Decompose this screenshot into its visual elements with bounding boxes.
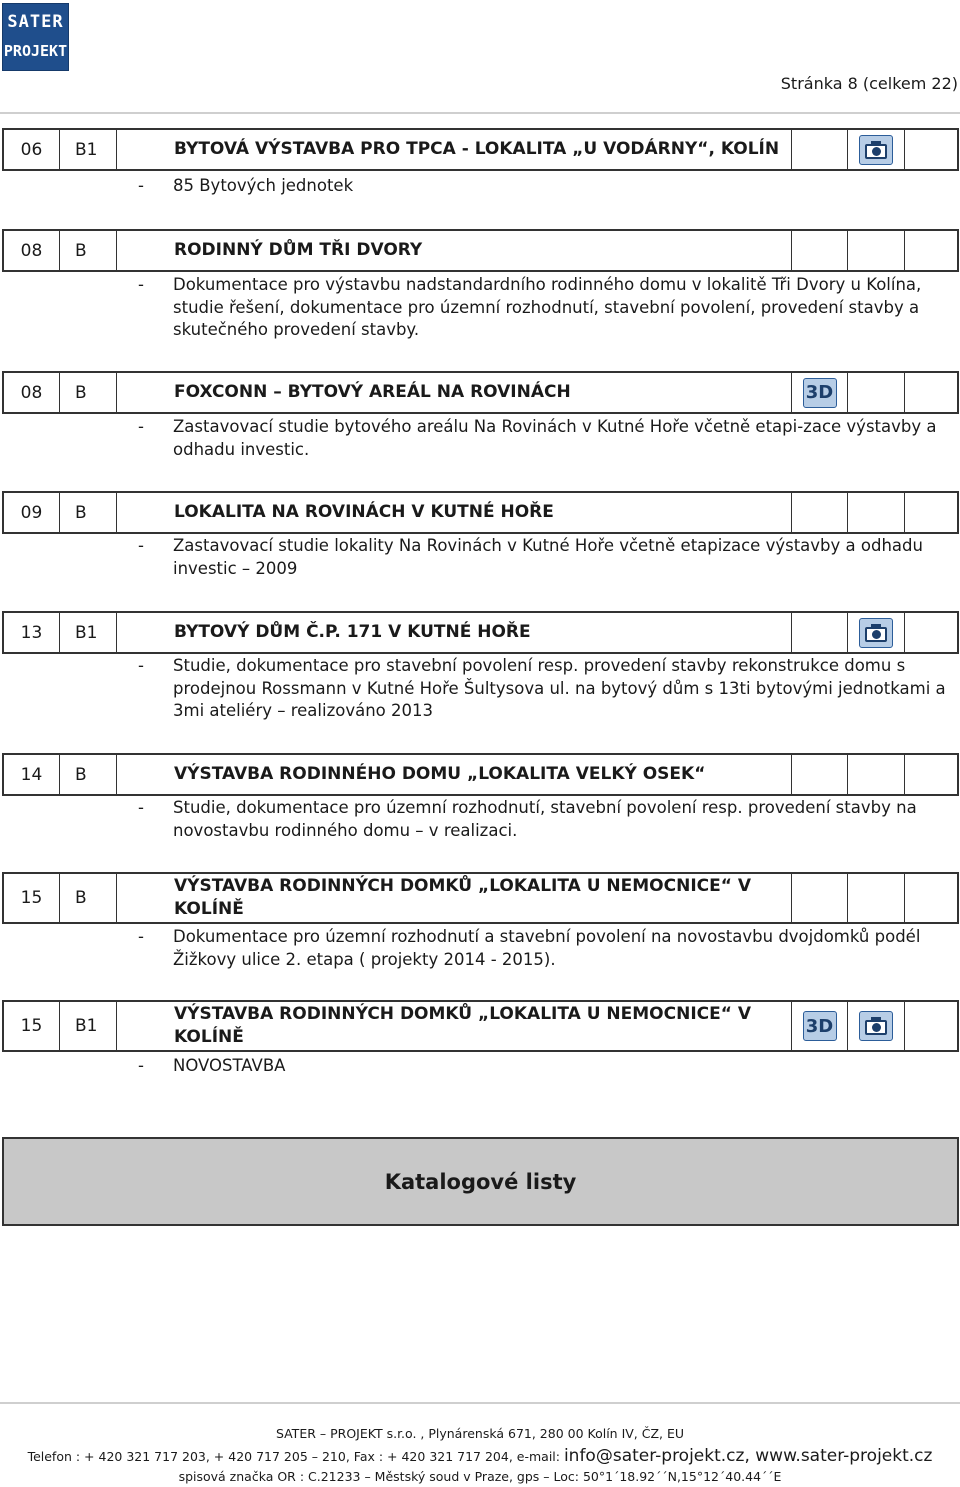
project-number: 08 xyxy=(4,231,60,270)
project-header-row xyxy=(2,491,959,534)
project-title: BYTOVÝ DŮM Č.P. 171 V KUTNÉ HOŘE xyxy=(117,613,792,652)
project-header-row xyxy=(2,1000,959,1052)
project-category: B xyxy=(60,874,117,922)
project-icon-cell xyxy=(792,231,848,270)
project-icon-cell xyxy=(792,373,848,412)
project-description-text: Studie, dokumentace pro územní rozhodnutí, stavební povolení resp. provedení stavby na novostavbu rodinného domu – v realizaci. xyxy=(173,798,917,840)
footer-web-link[interactable]: www.sater-projekt.cz xyxy=(755,1446,933,1466)
project-title: VÝSTAVBA RODINNÉHO DOMU „LOKALITA VELKÝ OSEK“ xyxy=(117,755,792,794)
project-icon-cell xyxy=(905,373,957,412)
sater-projekt-logo[interactable] xyxy=(2,3,69,71)
footer-company-address: SATER – PROJEKT s.r.o. , Plynárenská 671, 280 00 Kolín IV, ČZ, EU xyxy=(275,1426,685,1441)
page-number: Stránka 8 (celkem 22) xyxy=(780,74,958,93)
project-description-text: Dokumentace pro výstavbu nadstandardního rodinného domu v lokalitě Tři Dvory u Kolína, studie řešení, dokumentace pro územní rozhodnutí, stavební povolení, provedení stavby a skutečného provedení stavby. xyxy=(173,275,922,339)
footer-email-link[interactable]: info@sater-projekt.cz xyxy=(563,1446,745,1466)
project-number: 09 xyxy=(4,493,60,532)
project-number: 14 xyxy=(4,755,60,794)
project-header-row xyxy=(2,371,959,414)
bullet-dash: - xyxy=(138,536,144,555)
footer-registration-gps: spisová značka OR : C.21233 – Městský soud v Praze, gps – Loc: 50°1´18.92´´N,15°12´40.44´´E xyxy=(178,1469,782,1484)
project-description-text: 85 Bytových jednotek xyxy=(173,176,354,195)
project-icon-cell xyxy=(792,874,848,922)
project-description-text: NOVOSTAVBA xyxy=(173,1056,286,1075)
project-icon-cell xyxy=(848,613,905,652)
project-category: B xyxy=(60,373,117,412)
project-icon-cell xyxy=(792,613,848,652)
project-category: B xyxy=(60,755,117,794)
project-icon-cell xyxy=(905,1002,957,1050)
project-icon-cell xyxy=(905,231,957,270)
project-icon-cell xyxy=(848,130,905,169)
project-icon-cell xyxy=(905,130,957,169)
project-number: 13 xyxy=(4,613,60,652)
logo-line-2: PROJEKT xyxy=(3,42,68,60)
project-header-row xyxy=(2,128,959,171)
project-icon-cell xyxy=(905,613,957,652)
project-title: BYTOVÁ VÝSTAVBA PRO TPCA - LOKALITA „U VODÁRNY“, KOLÍN xyxy=(117,130,792,169)
project-icon-cell xyxy=(848,231,905,270)
project-icon-cell xyxy=(848,493,905,532)
project-category: B1 xyxy=(60,1002,117,1050)
project-category: B1 xyxy=(60,130,117,169)
project-header-row xyxy=(2,229,959,272)
catalog-sheets-button[interactable]: Katalogové listy xyxy=(2,1137,959,1226)
bullet-dash: - xyxy=(138,176,144,195)
project-icon-cell xyxy=(905,874,957,922)
logo-line-1: SATER xyxy=(7,12,64,32)
project-title: LOKALITA NA ROVINÁCH V KUTNÉ HOŘE xyxy=(117,493,792,532)
project-header-row xyxy=(2,753,959,796)
bullet-dash: - xyxy=(138,927,144,946)
project-description-text: Dokumentace pro územní rozhodnutí a stavební povolení na novostavbu dvojdomků podél Žižkovy ulice 2. etapa ( projekty 2014 - 2015). xyxy=(173,927,921,969)
bullet-dash: - xyxy=(138,656,144,675)
footer-phone-fax: Telefon : + 420 321 717 203, + 420 717 205 – 210, Fax : + 420 321 717 204, e-mail: xyxy=(27,1449,564,1464)
project-title: VÝSTAVBA RODINNÝCH DOMKŮ „LOKALITA U NEMOCNICE“ V KOLÍNĚ xyxy=(117,874,792,922)
3d-icon[interactable]: 3D xyxy=(803,378,837,408)
header-divider xyxy=(0,112,960,114)
project-number: 15 xyxy=(4,1002,60,1050)
project-title: RODINNÝ DŮM TŘI DVORY xyxy=(117,231,792,270)
photo-icon[interactable] xyxy=(859,1011,893,1041)
footer-contact xyxy=(0,1446,960,1466)
bullet-dash: - xyxy=(138,798,144,817)
project-icon-cell xyxy=(905,493,957,532)
footer-separator: , xyxy=(744,1446,756,1466)
project-description-text: Zastavovací studie bytového areálu Na Rovinách v Kutné Hoře včetně etapi-zace výstavby a odhadu investic. xyxy=(173,417,937,459)
project-header-row xyxy=(2,872,959,924)
project-description-text: Zastavovací studie lokality Na Rovinách v Kutné Hoře včetně etapizace výstavby a odhadu investic – 2009 xyxy=(173,536,923,578)
footer-divider xyxy=(0,1402,960,1404)
project-category: B1 xyxy=(60,613,117,652)
project-title: VÝSTAVBA RODINNÝCH DOMKŮ „LOKALITA U NEMOCNICE“ V KOLÍNĚ xyxy=(117,1002,792,1050)
project-number: 06 xyxy=(4,130,60,169)
project-number: 15 xyxy=(4,874,60,922)
project-icon-cell xyxy=(792,1002,848,1050)
project-icon-cell xyxy=(848,373,905,412)
project-icon-cell xyxy=(792,493,848,532)
project-category: B xyxy=(60,231,117,270)
project-category: B xyxy=(60,493,117,532)
project-icon-cell xyxy=(848,1002,905,1050)
3d-icon[interactable]: 3D xyxy=(803,1011,837,1041)
project-icon-cell xyxy=(848,755,905,794)
bullet-dash: - xyxy=(138,275,144,294)
project-description-text: Studie, dokumentace pro stavební povolení resp. provedení stavby rekonstrukce domu s prodejnou Rossmann v Kutné Hoře Šultysova ul. na bytový dům s 13ti bytovými jednotkami a 3mi ateliéry – realizováno 2013 xyxy=(173,656,946,720)
photo-icon[interactable] xyxy=(859,618,893,648)
project-header-row xyxy=(2,611,959,654)
project-icon-cell xyxy=(905,755,957,794)
bullet-dash: - xyxy=(138,417,144,436)
project-icon-cell xyxy=(848,874,905,922)
project-icon-cell xyxy=(792,130,848,169)
project-number: 08 xyxy=(4,373,60,412)
photo-icon[interactable] xyxy=(859,135,893,165)
bullet-dash: - xyxy=(138,1056,144,1075)
project-icon-cell xyxy=(792,755,848,794)
project-title: FOXCONN – BYTOVÝ AREÁL NA ROVINÁCH xyxy=(117,373,792,412)
